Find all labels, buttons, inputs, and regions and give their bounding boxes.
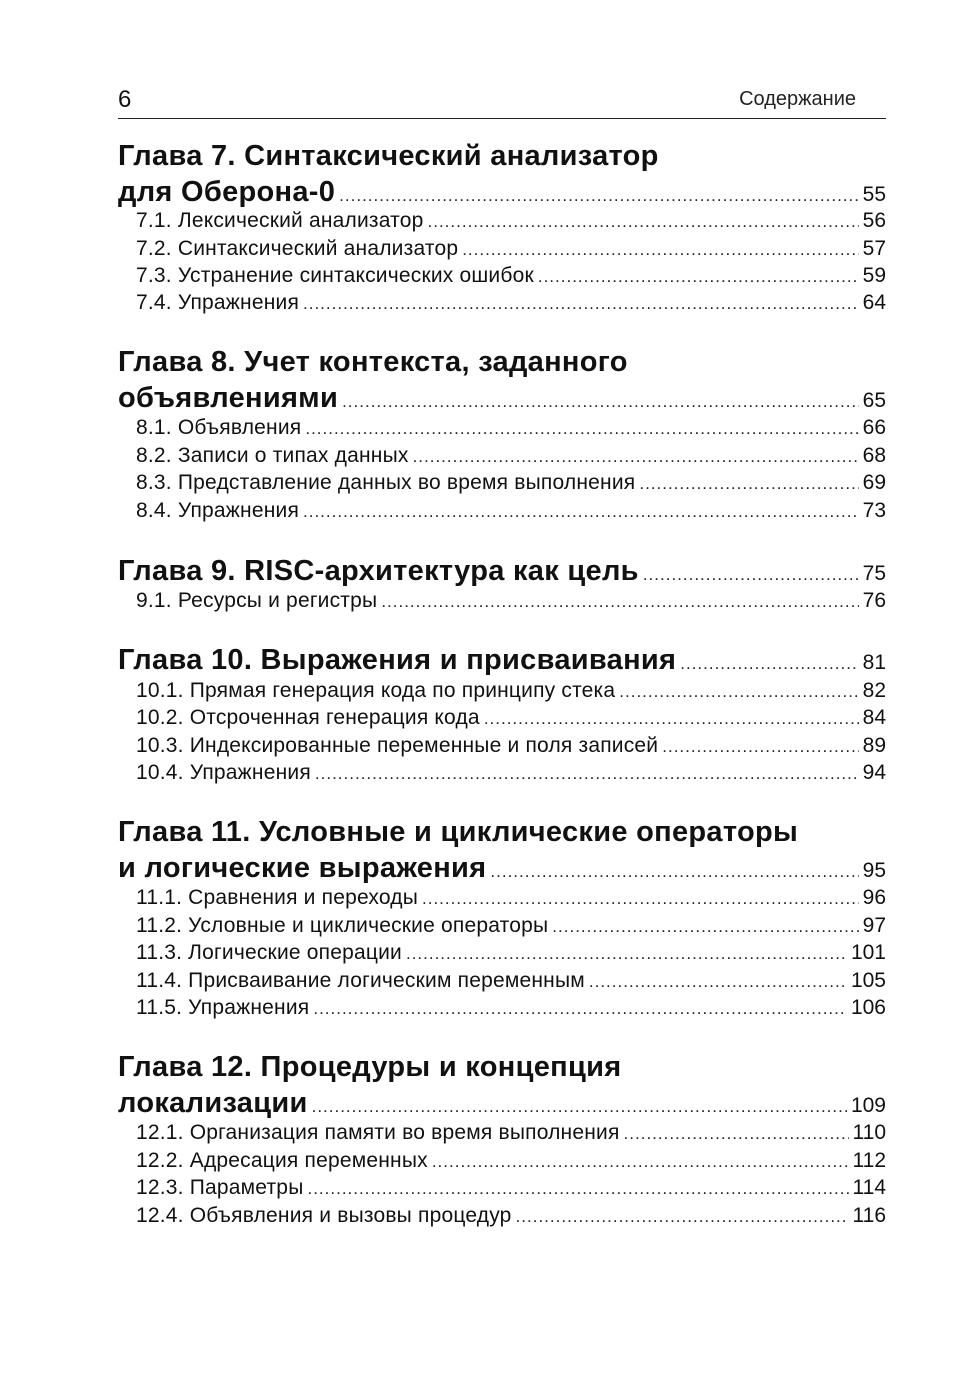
section-entry[interactable] (118, 499, 886, 523)
section-entry[interactable] (118, 996, 886, 1020)
section-page: 68 (862, 444, 886, 467)
chapter-page: 95 (862, 859, 886, 882)
chapter-title-cont: для Оберона-0 (118, 176, 336, 208)
section-entry[interactable] (118, 291, 886, 315)
section-title: 10.4. Упражнения (136, 761, 311, 784)
chapter-entry[interactable] (118, 176, 886, 209)
section-entry[interactable] (118, 941, 886, 965)
section-page: 84 (862, 706, 886, 729)
section-title: 12.1. Организация памяти во время выполнения (136, 1121, 620, 1144)
section-page: 57 (862, 237, 886, 260)
dot-leader (432, 1152, 849, 1172)
dot-leader (516, 1207, 849, 1227)
section-title: 10.2. Отсроченная генерация кода (136, 706, 480, 729)
section-entry[interactable] (118, 1204, 886, 1228)
section-title: 8.2. Записи о типах данных (136, 444, 409, 467)
section-page: 82 (862, 679, 886, 702)
chapter-entry[interactable] (118, 1087, 886, 1120)
section-page: 66 (862, 416, 886, 439)
section-entry[interactable] (118, 471, 886, 495)
section-entry[interactable] (118, 209, 886, 233)
chapter-title[interactable]: Глава 7. Синтаксический анализатор (118, 140, 659, 172)
running-head: Содержание (739, 88, 856, 110)
section-page: 114 (852, 1176, 886, 1199)
section-title: 11.4. Присваивание логическим переменным (136, 969, 585, 992)
section-page: 56 (862, 209, 886, 232)
dot-leader (462, 240, 858, 260)
section-entry[interactable] (118, 1176, 886, 1200)
section-entry[interactable] (118, 416, 886, 440)
section-title: 8.4. Упражнения (136, 499, 300, 522)
dot-leader (589, 972, 847, 992)
dot-leader (552, 917, 858, 937)
chapter-title: Глава 9. RISC-архитектура как цель (118, 555, 639, 587)
dot-leader (484, 709, 859, 729)
section-entry[interactable] (118, 914, 886, 938)
chapter-title-cont: объявлениями (118, 382, 339, 414)
section-page: 97 (862, 914, 886, 937)
dot-leader (619, 682, 858, 702)
dot-leader (406, 944, 847, 964)
dot-leader (342, 392, 859, 412)
section-title: 7.3. Устранение синтаксических ошибок (136, 264, 534, 287)
section-title: 10.1. Прямая генерация кода по принципу стека (136, 679, 616, 702)
dot-leader (428, 212, 859, 232)
section-page: 105 (850, 969, 886, 992)
section-page: 89 (862, 734, 886, 757)
section-page: 101 (850, 941, 886, 964)
dot-leader (662, 737, 858, 757)
section-entry[interactable] (118, 969, 886, 993)
section-title: 7.1. Лексический анализатор (136, 209, 424, 232)
chapter-page: 55 (862, 183, 886, 206)
dot-leader (422, 889, 859, 909)
dot-leader (303, 294, 859, 314)
section-page: 106 (850, 996, 886, 1019)
chapter-title[interactable]: Глава 8. Учет контекста, заданного (118, 346, 628, 378)
section-title: 10.3. Индексированные переменные и поля записей (136, 734, 659, 757)
section-title: 7.2. Синтаксический анализатор (136, 237, 459, 260)
chapter-entry[interactable] (118, 852, 886, 885)
chapter-page: 81 (862, 651, 886, 674)
section-page: 73 (862, 499, 886, 522)
dot-leader (303, 502, 859, 522)
dot-leader (639, 474, 858, 494)
chapter-title-cont: и логические выражения (118, 852, 487, 884)
section-entry[interactable] (118, 734, 886, 758)
dot-leader (490, 862, 858, 882)
section-page: 59 (862, 264, 886, 287)
section-title: 9.1. Ресурсы и регистры (136, 589, 378, 612)
page-number: 6 (118, 86, 132, 113)
chapter-page: 75 (862, 562, 886, 585)
chapter-title: Глава 10. Выражения и присваивания (118, 644, 677, 676)
section-entry[interactable] (118, 237, 886, 261)
dot-leader (339, 186, 858, 206)
section-title: 11.1. Сравнения и переходы (136, 886, 419, 909)
chapter-entry[interactable] (118, 382, 886, 415)
chapter-entry[interactable] (118, 555, 886, 588)
section-title: 12.3. Параметры (136, 1176, 304, 1199)
section-entry[interactable] (118, 679, 886, 703)
dot-leader (305, 419, 858, 439)
section-title: 8.3. Представление данных во время выполнения (136, 471, 636, 494)
section-entry[interactable] (118, 264, 886, 288)
dot-leader (381, 592, 858, 612)
section-title: 12.2. Адресация переменных (136, 1149, 428, 1172)
section-page: 110 (852, 1121, 886, 1144)
chapter-page: 109 (850, 1094, 886, 1117)
section-title: 12.4. Объявления и вызовы процедур (136, 1204, 512, 1227)
dot-leader (312, 1097, 847, 1117)
chapter-title-cont: локализации (118, 1087, 308, 1119)
chapter-page: 65 (862, 389, 886, 412)
section-page: 64 (862, 291, 886, 314)
section-page: 116 (852, 1204, 886, 1227)
section-entry[interactable] (118, 444, 886, 468)
section-title: 7.4. Упражнения (136, 291, 300, 314)
dot-leader (624, 1124, 849, 1144)
section-entry[interactable] (118, 1149, 886, 1173)
section-entry[interactable] (118, 1121, 886, 1145)
dot-leader (413, 447, 859, 467)
section-entry[interactable] (118, 761, 886, 785)
section-title: 11.5. Упражнения (136, 996, 310, 1019)
section-title: 11.2. Условные и циклические операторы (136, 914, 549, 937)
section-entry[interactable] (118, 706, 886, 730)
section-page: 76 (862, 589, 886, 612)
dot-leader (680, 654, 858, 674)
dot-leader (313, 999, 847, 1019)
section-entry[interactable] (118, 589, 886, 613)
dot-leader (538, 267, 859, 287)
section-title: 8.1. Объявления (136, 416, 302, 439)
dot-leader (307, 1179, 848, 1199)
section-page: 94 (862, 761, 886, 784)
page-header (118, 84, 886, 119)
chapter-entry[interactable] (118, 644, 886, 677)
chapter-title[interactable]: Глава 12. Процедуры и концепция (118, 1051, 622, 1083)
section-page: 69 (862, 471, 886, 494)
section-entry[interactable] (118, 886, 886, 910)
dot-leader (643, 565, 859, 585)
section-title: 11.3. Логические операции (136, 941, 402, 964)
chapter-title[interactable]: Глава 11. Условные и циклические операторы (118, 816, 799, 848)
dot-leader (315, 764, 859, 784)
section-page: 96 (862, 886, 886, 909)
section-page: 112 (852, 1149, 886, 1172)
